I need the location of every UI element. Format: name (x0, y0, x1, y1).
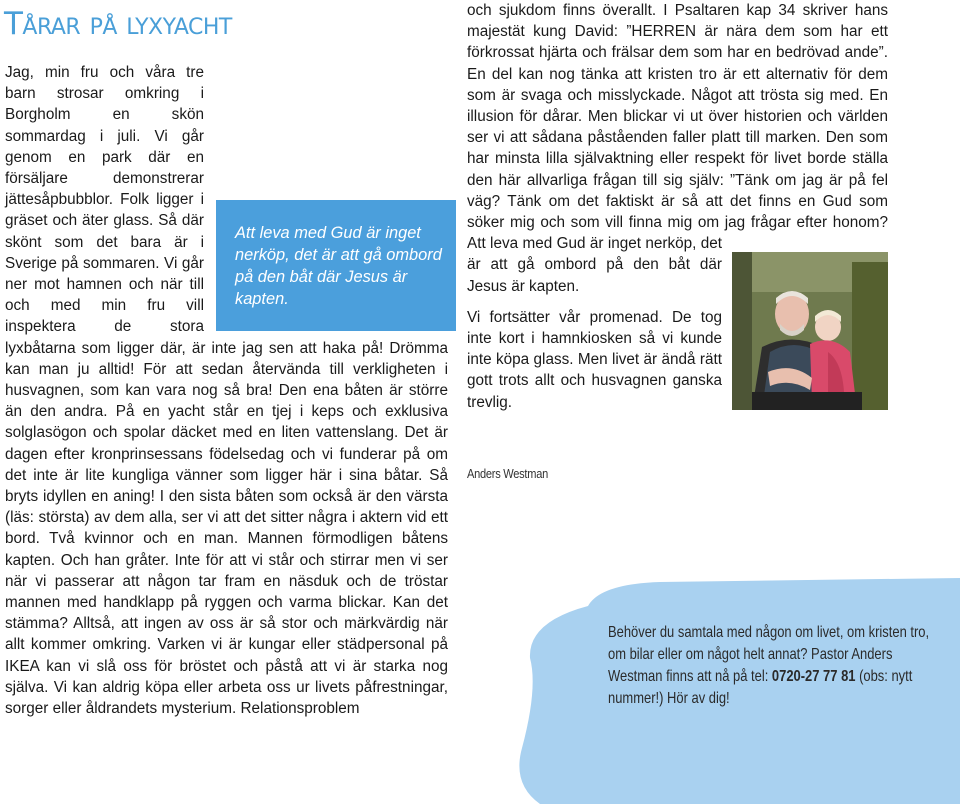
right-column-text-2: Vi fortsätter vår promenad. De tog inte kort i hamnkiosken så vi kunde inte köpa glass. Men livet är ändå rätt gott trots allt och husvagnen ganska trevlig. (467, 308, 722, 411)
left-column-text: Jag, min fru och våra tre barn strosar omkring i Borgholm en skön sommardag i juli. Vi går genom en park där en försäljare demonstrerar jättesåpbubblor. Folk ligger i gräset och äter glass. Så där skönt som det bara är i Sverige på sommaren. Vi går ner mot hamnen och när till och med min fru vill inspektera de stora lyxbåtarna som ligger där, är inte jag sen att haka på! Drömma kan man ju alltid! För att sedan återvända till verkligheten i husvagnen, som kan vara nog så bra! Den ena båten är större än den andra. På en yacht står en tjej i keps och exklusiva solglasögon och spolar däcket med en liten vattenslang. Det är dagen efter kronprinsessans födelsedag och vi funderar på om det inte är lite kungliga vänner som ligger här i sina båtar. Så bryts idyllen en aning! I den sista båten som också är den värsta (läs: största) av dem alla, ser vi att det sitter några i aktern vid ett bord. Två kvinnor och en man. Mannen förmodligen båtens kapten. Och han gråter. Inte för att vi står och stirrar men vi ser när vi passerar att någon tar fram en näsduk och de tröstar mannen med handklapp på ryggen och varma blickar. Kan det stämma? Alltså, att ingen av oss är så stor och märkvärdig när allt kommer omkring. Varken vi är kungar eller städpersonal på IKEA kan vi slå oss för bröstet och påstå att vi är starka nog själva. Vi kan aldrig köpa eller arbeta oss ur livets påfrestningar, sorger eller åldrandets mysterium. Relationsproblem (5, 64, 448, 718)
pull-quote-box (216, 200, 456, 331)
left-column (5, 62, 448, 719)
contact-box (510, 578, 960, 804)
right-column (467, 0, 888, 416)
contact-text-outro: (obs: nytt nummer!) Hör av dig! (608, 668, 913, 707)
article-title: Tårar på lyxyacht (4, 6, 232, 42)
pull-quote-text: Att leva med Gud är inget nerköp, det är att gå ombord på den båt där Jesus är kapten. (235, 224, 442, 308)
contact-phone: 0720-27 77 81 (771, 668, 856, 685)
contact-text (608, 622, 936, 710)
photo-caption: Anders Westman (467, 466, 548, 481)
right-column-text-1: och sjukdom finns överallt. I Psaltaren kap 34 skriver hans majestät kung David: ”HERREN är nära dem som har ett förkrossat hjärta och frälsar dem som har en bedrövad ande”. En del kan nog tänka att kristen tro är ett alternativ för dem som är svaga och misslyckade. Något att trösta sig med. En illusion för dårar. Men blickar vi ut över historien och världen ser vi att sådana påståenden faller platt till marken. Den som har minsta lilla självaktning eller respekt för livet borde ställa den här allvarliga frågan till sig själv: ”Tänk om jag är på fel väg? Tänk om det faktiskt är så att det finns en Gud som söker mig och som vill finna mig om jag frågar efter honom? Att leva med Gud är inget nerköp, det är att gå ombord på den båt där Jesus är kapten. (467, 2, 888, 295)
contact-text-intro: Behöver du samtala med någon om livet, om kristen tro, om bilar eller om något helt annat? Pastor Anders Westman finns att nå på tel: (608, 624, 930, 685)
photo-man-with-child (732, 252, 888, 410)
